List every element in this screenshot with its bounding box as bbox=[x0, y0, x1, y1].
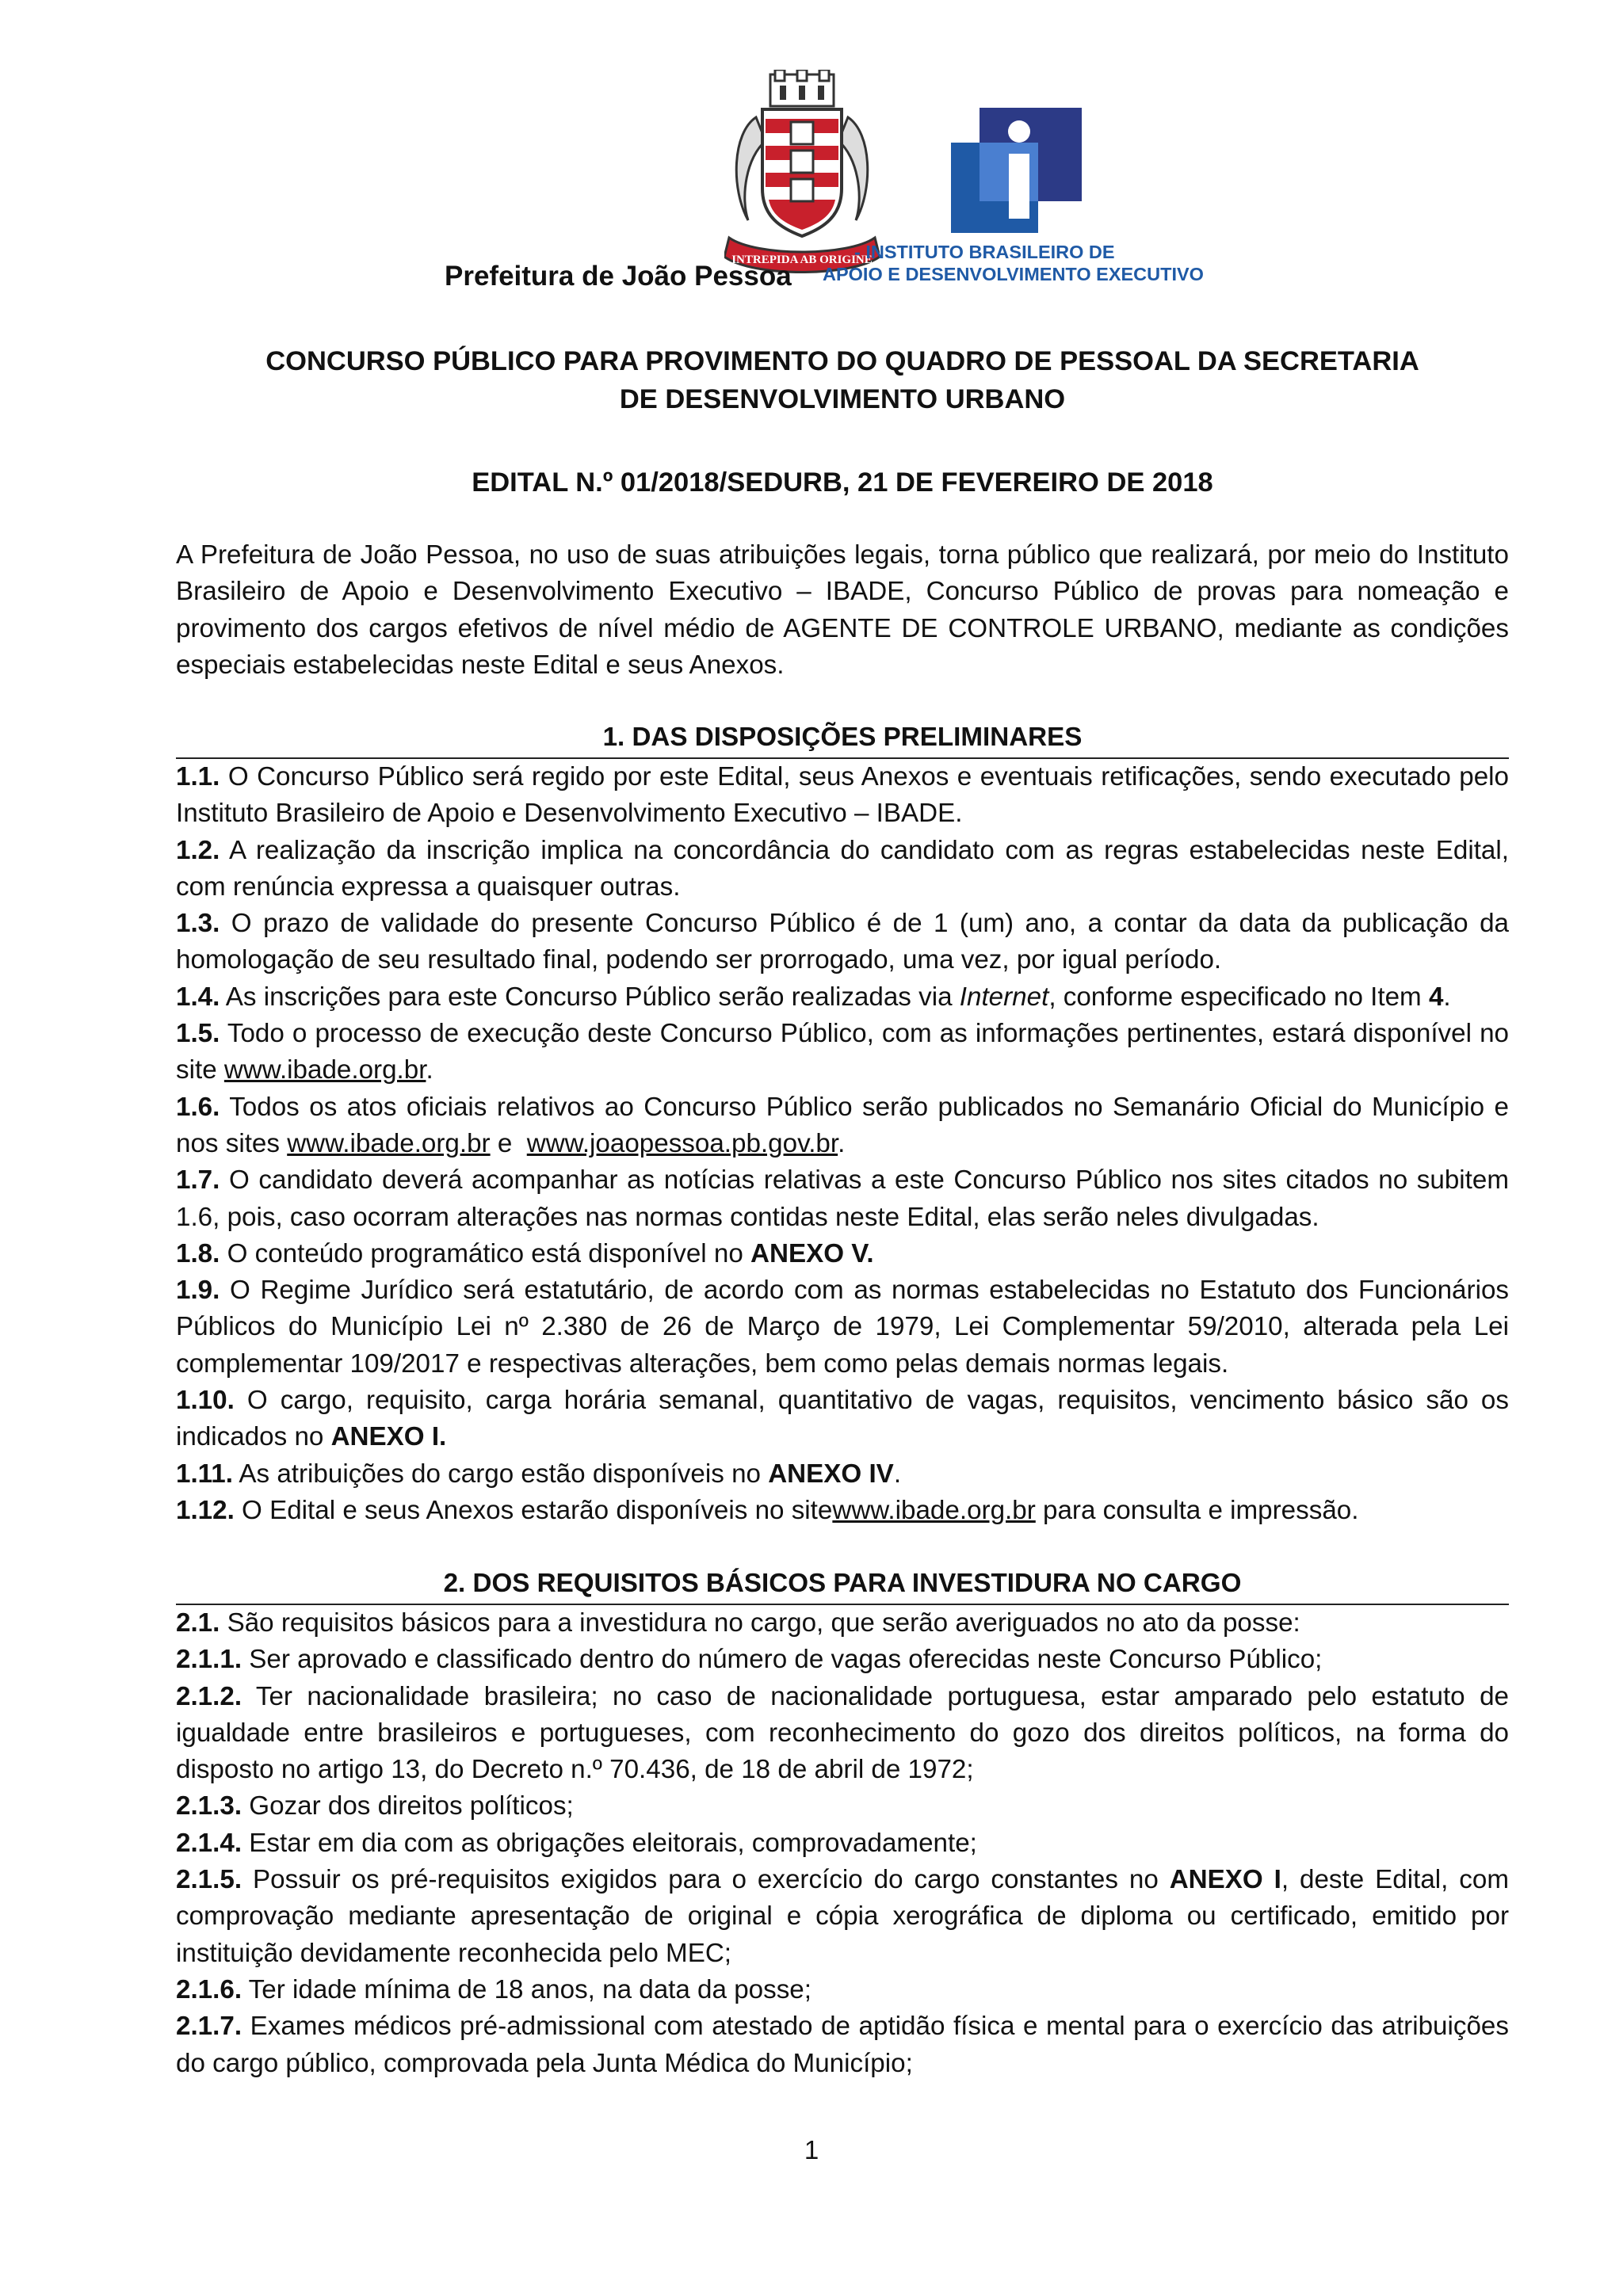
crest-motto: INTREPIDA AB ORIGINE bbox=[731, 254, 873, 266]
item-2-1-4: 2.1.4. Estar em dia com as obrigações eleitorais, comprovadamente; bbox=[176, 1828, 977, 1858]
intro-block bbox=[176, 537, 1509, 684]
item-2-1: 2.1. São requisitos básicos para a investidura no cargo, que serão averiguados no ato da posse: bbox=[176, 1608, 1300, 1638]
item-1-9: 1.9. O Regime Jurídico será estatutário, de acordo com as normas estabelecidas no Estatuto dos Funcionários Públicos do Município Lei nº 2.380 de 26 de Março de 1979, Lei Complementar 59/2010, alterada pela Lei complementar 109/2017 e respectivas alterações, bem como pelas demais normas legais. bbox=[176, 1276, 1509, 1379]
ibade-name bbox=[823, 241, 1235, 285]
ibade-name-line2: APOIO E DESENVOLVIMENTO EXECUTIVO bbox=[823, 264, 1204, 284]
item-2-1-6: 2.1.6. Ter idade mínima de 18 anos, na data da posse; bbox=[176, 1974, 812, 2004]
edital-title: EDITAL N.º 01/2018/SEDURB, 21 DE FEVEREIRO DE 2018 bbox=[472, 467, 1213, 498]
contest-title-line2: DE DESENVOLVIMENTO URBANO bbox=[619, 384, 1066, 414]
section-1 bbox=[176, 719, 1509, 1529]
item-1-11: 1.11. As atribuições do cargo estão disponíveis no ANEXO IV. bbox=[176, 1459, 902, 1489]
item-2-1-2: 2.1.2. Ter nacionalidade brasileira; no caso de nacionalidade portuguesa, estar amparado pelo estatuto de igualdade entre brasileiros e portugueses, com reconhecimento do gozo dos direitos políticos, na forma do disposto no artigo 13, do Decreto n.º 70.436, de 18 de abril de 1972; bbox=[176, 1681, 1509, 1785]
item-1-12: 1.12. O Edital e seus Anexos estarão disponíveis no sitewww.ibade.org.br para consulta e impressão. bbox=[176, 1495, 1359, 1525]
ibade-site-link[interactable]: www.ibade.org.br bbox=[832, 1495, 1036, 1525]
ibade-site-link[interactable]: www.ibade.org.br bbox=[223, 1055, 426, 1085]
section-2 bbox=[176, 1566, 1509, 2082]
intro-paragraph: A Prefeitura de João Pessoa, no uso de suas atribuições legais, torna público que realizará, por meio do Instituto Brasileiro de Apoio e Desenvolvimento Executivo – IBADE, Concurso Público de provas para nomeação e provimento dos cargos efetivos de nível médio de AGENTE DE CONTROLE URBANO, mediante as condições especiais estabelecidas neste Edital e seus Anexos. bbox=[176, 540, 1509, 680]
item-2-1-3: 2.1.3. Gozar dos direitos políticos; bbox=[176, 1791, 574, 1821]
contest-title-line1: CONCURSO PÚBLICO PARA PROVIMENTO DO QUADRO DE PESSOAL DA SECRETARIA bbox=[265, 346, 1419, 376]
page-number: 1 bbox=[804, 2135, 819, 2164]
item-1-4: 1.4. As inscrições para este Concurso Público serão realizadas via Internet, conforme especificado no Item 4. bbox=[176, 982, 1451, 1012]
item-1-7: 1.7. O candidato deverá acompanhar as notícias relativas a este Concurso Público nos sites citados no subitem 1.6, pois, caso ocorram alterações nas normas contidas neste Edital, elas serão neles divulgadas. bbox=[176, 1165, 1509, 1232]
item-1-1: 1.1. O Concurso Público será regido por este Edital, seus Anexos e eventuais retificações, sendo executado pelo Instituto Brasileiro de Apoio e Desenvolvimento Executivo – IBADE. bbox=[176, 762, 1509, 829]
item-1-6: 1.6. Todos os atos oficiais relativos ao Concurso Público serão publicados no Semanário Oficial do Município e nos sites www.ibade.org.br e www.joaopessoa.pb.gov.br. bbox=[176, 1092, 1509, 1158]
item-2-1-1: 2.1.1. Ser aprovado e classificado dentro do número de vagas oferecidas neste Concurso Público; bbox=[176, 1645, 1323, 1675]
ibade-name-line1: - INSTITUTO BRASILEIRO DE bbox=[854, 242, 1115, 262]
item-1-3: 1.3. O prazo de validade do presente Concurso Público é de 1 (um) ano, a contar da data da publicação da homologação de seu resultado final, podendo ser prorrogado, uma vez, por igual período. bbox=[176, 909, 1509, 975]
item-2-1-7: 2.1.7. Exames médicos pré-admissional com atestado de aptidão física e mental para o exercício das atribuições do cargo público, comprovada pela Junta Médica do Município; bbox=[176, 2012, 1509, 2078]
section-2-heading: 2. DOS REQUISITOS BÁSICOS PARA INVESTIDURA NO CARGO bbox=[176, 1566, 1509, 1605]
item-1-5: 1.5. Todo o processo de execução deste Concurso Público, com as informações pertinentes, estará disponível no site www.ibade.org.br. bbox=[176, 1019, 1509, 1085]
item-1-2: 1.2. A realização da inscrição implica na concordância do candidato com as regras estabelecidas neste Edital, com renúncia expressa a quaisquer outras. bbox=[176, 835, 1509, 902]
section-1-heading: 1. DAS DISPOSIÇÕES PRELIMINARES bbox=[176, 719, 1509, 759]
city-hall-name: Prefeitura de João Pessoa bbox=[445, 261, 792, 292]
item-2-1-5: 2.1.5. Possuir os pré-requisitos exigidos para o exercício do cargo constantes no ANEXO I, deste Edital, com comprovação mediante apresentação de original e cópia xerográfica de diploma ou certificado, emitido por instituição devidamente reconhecida pelo MEC; bbox=[176, 1865, 1509, 1968]
item-1-8: 1.8. O conteúdo programático está disponível no ANEXO V. bbox=[176, 1238, 874, 1268]
item-1-10: 1.10. O cargo, requisito, carga horária semanal, quantitativo de vagas, requisitos, vencimento básico são os indicados no ANEXO I. bbox=[176, 1386, 1509, 1452]
contest-title bbox=[176, 342, 1509, 418]
ibade-logo-icon bbox=[951, 108, 1082, 233]
joaopessoa-site-link[interactable]: www.joaopessoa.pb.gov.br bbox=[526, 1128, 838, 1158]
ibade-site-link[interactable]: www.ibade.org.br bbox=[287, 1128, 491, 1158]
